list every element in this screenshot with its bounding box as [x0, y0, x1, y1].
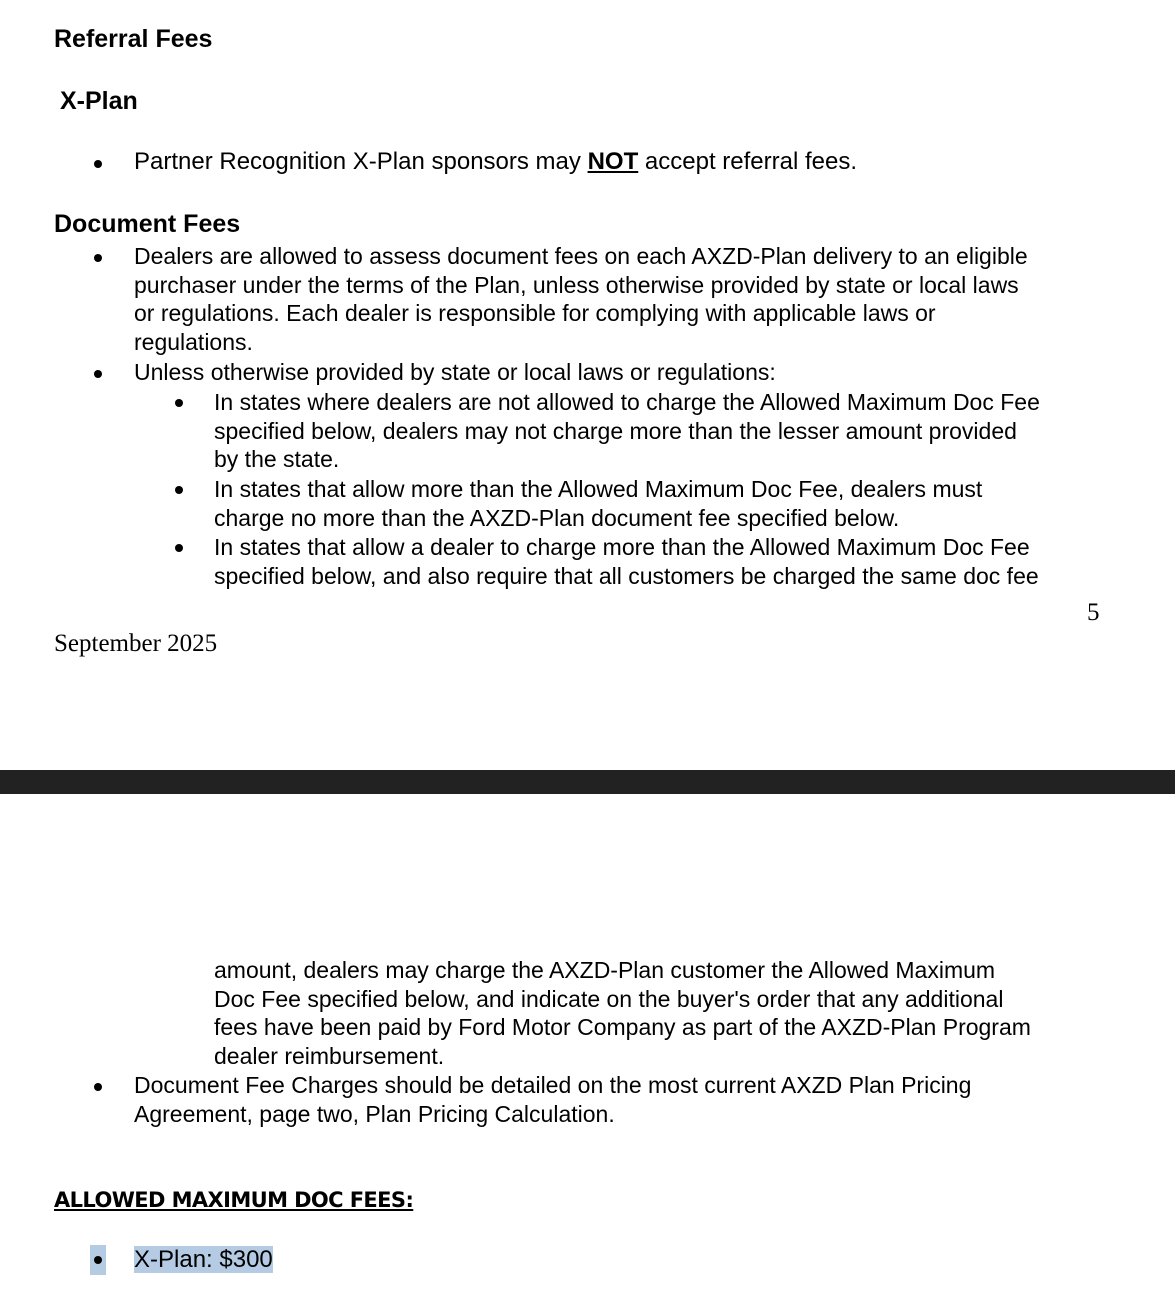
text-line: Doc Fee specified below, and indicate on the buyer's order that any additional [214, 985, 1004, 1012]
bullet-icon [94, 370, 102, 378]
bullet-icon [94, 160, 102, 168]
text-line: Agreement, page two, Plan Pricing Calculation. [134, 1100, 615, 1127]
footer-date: September 2025 [54, 630, 218, 657]
page-number: 5 [1087, 599, 1100, 626]
bullet-icon [94, 1256, 102, 1264]
referral-bullet-before: Partner Recognition X-Plan sponsors may [134, 148, 588, 175]
referral-bullet-emphasis: NOT [587, 148, 639, 175]
text-line: or regulations. Each dealer is responsible for complying with applicable laws or [134, 300, 936, 326]
text-line: specified below, dealers may not charge more than the lesser amount provided [214, 417, 1017, 444]
text-line: charge no more than the AXZD-Plan document fee specified below. [214, 504, 900, 531]
doc-fee-bullet-1 [134, 242, 1028, 356]
text-line: amount, dealers may charge the AXZD-Plan customer the Allowed Maximum [214, 957, 996, 983]
xplan-heading: X-Plan [60, 87, 138, 115]
bullet-icon [175, 544, 183, 552]
sub-bullet-3-continuation [214, 956, 1031, 1070]
text-line: purchaser under the terms of the Plan, unless otherwise provided by state or local laws [134, 271, 1019, 298]
text-line: In states that allow a dealer to charge more than the Allowed Maximum Doc Fee [214, 534, 1030, 560]
bullet-icon [175, 486, 183, 494]
text-line: regulations. [134, 328, 253, 355]
page-separator [0, 770, 1175, 794]
text-line: specified below, and also require that all customers be charged the same doc fee [214, 562, 1039, 589]
document-page-6 [0, 794, 1175, 1300]
text-line: In states where dealers are not allowed to charge the Allowed Maximum Doc Fee [214, 389, 1040, 415]
text-line: fees have been paid by Ford Motor Company as part of the AXZD-Plan Program [214, 1014, 1031, 1040]
bullet-icon [175, 399, 183, 407]
referral-bullet-text [134, 148, 857, 177]
text-line: Document Fee Charges should be detailed on the most current AXZD Plan Pricing [134, 1072, 972, 1098]
sub-bullet-2 [214, 475, 982, 532]
bullet-icon [94, 254, 102, 262]
allowed-max-doc-fees-heading: ALLOWED MAXIMUM DOC FEES: [54, 1188, 414, 1212]
referral-bullet-after: accept referral fees. [638, 148, 857, 175]
text-line: In states that allow more than the Allowed Maximum Doc Fee, dealers must [214, 476, 983, 502]
xplan-fee-text[interactable]: X-Plan: $300 [134, 1246, 273, 1273]
xplan-fee-line[interactable] [134, 1245, 273, 1275]
sub-bullet-3 [214, 533, 1039, 590]
doc-fee-bullet-2: Unless otherwise provided by state or local laws or regulations: [134, 359, 776, 385]
sub-bullet-1 [214, 388, 1040, 474]
text-line: dealer reimbursement. [214, 1042, 445, 1069]
referral-fees-heading: Referral Fees [54, 25, 213, 53]
bullet-icon [94, 1083, 102, 1091]
text-line: Dealers are allowed to assess document fees on each AXZD-Plan delivery to an eligible [134, 243, 1028, 269]
document-fees-heading: Document Fees [54, 210, 241, 238]
text-line: by the state. [214, 446, 340, 472]
doc-fee-bullet-3 [134, 1071, 971, 1128]
